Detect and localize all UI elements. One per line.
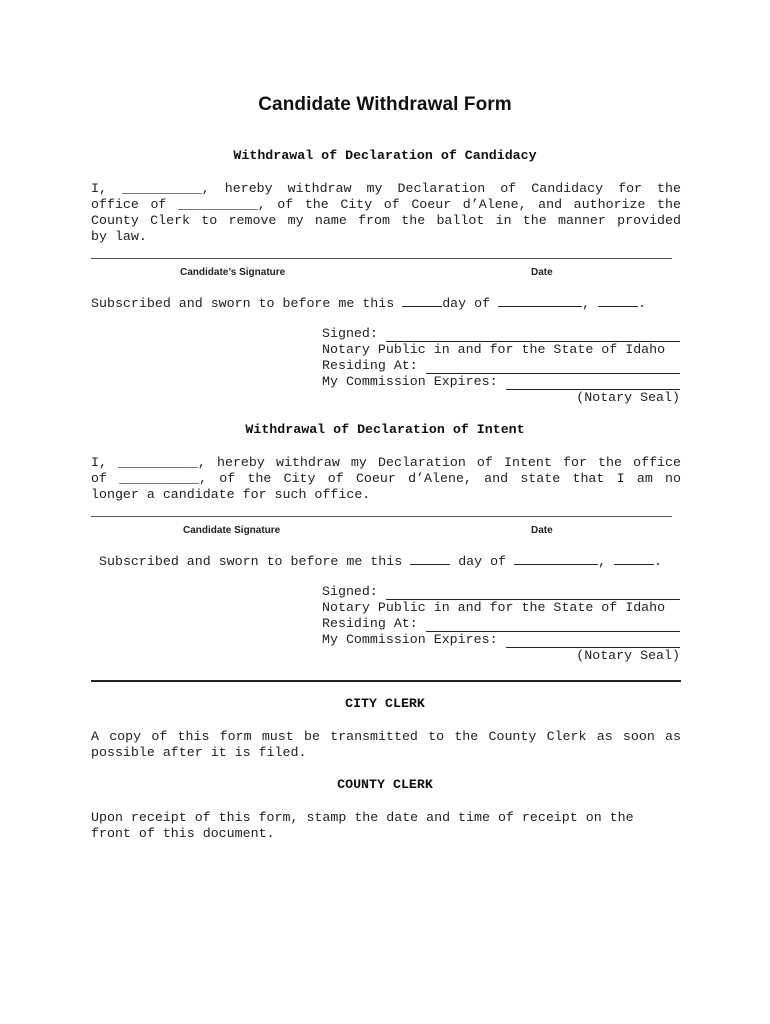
intent-date-label: Date — [531, 525, 553, 536]
intent-notary-text: Notary Public in and for the State of Idaho — [322, 600, 666, 615]
intent-signed-field[interactable] — [386, 587, 680, 600]
candidacy-heading: Withdrawal of Declaration of Candidacy — [233, 148, 537, 163]
candidacy-sworn-line — [91, 294, 646, 312]
intent-signed-label: Signed: — [322, 584, 378, 599]
county-clerk-line-2: front of this document. — [91, 826, 275, 841]
intent-signature-label: Candidate Signature — [183, 525, 281, 536]
candidacy-residing-label: Residing At: — [322, 358, 418, 373]
intent-commission-field[interactable] — [506, 635, 680, 648]
candidacy-sworn-period: . — [638, 296, 647, 311]
candidacy-sworn-day-label: day of — [442, 296, 491, 311]
candidacy-line-2: office of __________, of the City of Coeur d’Alene, and authorize the — [91, 197, 681, 212]
city-clerk-line-1: A copy of this form must be transmitted to the County Clerk as soon as — [91, 729, 681, 744]
candidacy-sworn-month-blank[interactable] — [498, 294, 582, 307]
candidacy-notary-row — [322, 342, 680, 358]
intent-sworn-comma: , — [598, 554, 607, 569]
intent-commission-row — [322, 632, 680, 648]
intent-line-1: I, __________, hereby withdraw my Declaration of Intent for the office — [91, 455, 681, 470]
candidacy-commission-row — [322, 374, 680, 390]
candidacy-signed-label: Signed: — [322, 326, 378, 341]
section-divider — [91, 680, 681, 682]
candidacy-sworn-text: Subscribed and sworn to before me this — [91, 296, 395, 311]
intent-notary-seal: (Notary Seal) — [576, 648, 680, 663]
intent-sworn-text: Subscribed and sworn to before me this — [99, 554, 403, 569]
city-clerk-heading: CITY CLERK — [345, 696, 425, 711]
intent-line-3: longer a candidate for such office. — [91, 487, 371, 502]
intent-signed-row — [322, 584, 680, 600]
intent-signature-line[interactable] — [91, 516, 672, 517]
intent-sworn-day-label: day of — [458, 554, 507, 569]
candidacy-line-3: County Clerk to remove my name from the ballot in the manner provided — [91, 213, 681, 228]
intent-heading: Withdrawal of Declaration of Intent — [245, 422, 525, 437]
candidacy-statement — [91, 181, 681, 245]
candidacy-signed-field[interactable] — [386, 329, 680, 342]
candidacy-signature-label: Candidate’s Signature — [180, 267, 286, 278]
county-clerk-instructions — [91, 810, 681, 842]
candidacy-line-1: I, __________, hereby withdraw my Declaration of Candidacy for the — [91, 181, 681, 196]
intent-residing-field[interactable] — [426, 619, 680, 632]
intent-sworn-day-blank[interactable] — [410, 552, 450, 565]
intent-sworn-year-blank[interactable] — [614, 552, 654, 565]
intent-statement — [91, 455, 681, 503]
intent-sworn-line — [99, 552, 662, 570]
candidacy-line-4: by law. — [91, 229, 147, 244]
intent-sworn-month-blank[interactable] — [514, 552, 598, 565]
city-clerk-line-2: possible after it is filed. — [91, 745, 307, 760]
candidacy-signed-row — [322, 326, 680, 342]
intent-sworn-period: . — [654, 554, 663, 569]
candidacy-notary-seal: (Notary Seal) — [576, 390, 680, 405]
candidacy-commission-field[interactable] — [506, 377, 680, 390]
intent-commission-label: My Commission Expires: — [322, 632, 498, 647]
intent-residing-label: Residing At: — [322, 616, 418, 631]
candidacy-sworn-comma: , — [582, 296, 591, 311]
candidacy-date-label: Date — [531, 267, 553, 278]
candidacy-sworn-day-blank[interactable] — [402, 294, 442, 307]
candidacy-sworn-year-blank[interactable] — [598, 294, 638, 307]
intent-notary-block — [322, 584, 680, 664]
candidacy-seal-row — [322, 390, 680, 406]
intent-residing-row — [322, 616, 680, 632]
county-clerk-heading: COUNTY CLERK — [337, 777, 433, 792]
intent-line-2: of __________, of the City of Coeur d’Alene, and state that I am no — [91, 471, 681, 486]
form-title: Candidate Withdrawal Form — [258, 94, 512, 115]
city-clerk-instructions — [91, 729, 681, 761]
candidacy-notary-block — [322, 326, 680, 406]
intent-notary-row — [322, 600, 680, 616]
county-clerk-line-1: Upon receipt of this form, stamp the date and time of receipt on the — [91, 810, 634, 825]
intent-seal-row — [322, 648, 680, 664]
candidacy-commission-label: My Commission Expires: — [322, 374, 498, 389]
candidacy-residing-row — [322, 358, 680, 374]
candidacy-notary-text: Notary Public in and for the State of Idaho — [322, 342, 666, 357]
candidacy-signature-line[interactable] — [91, 258, 672, 259]
candidacy-residing-field[interactable] — [426, 361, 680, 374]
